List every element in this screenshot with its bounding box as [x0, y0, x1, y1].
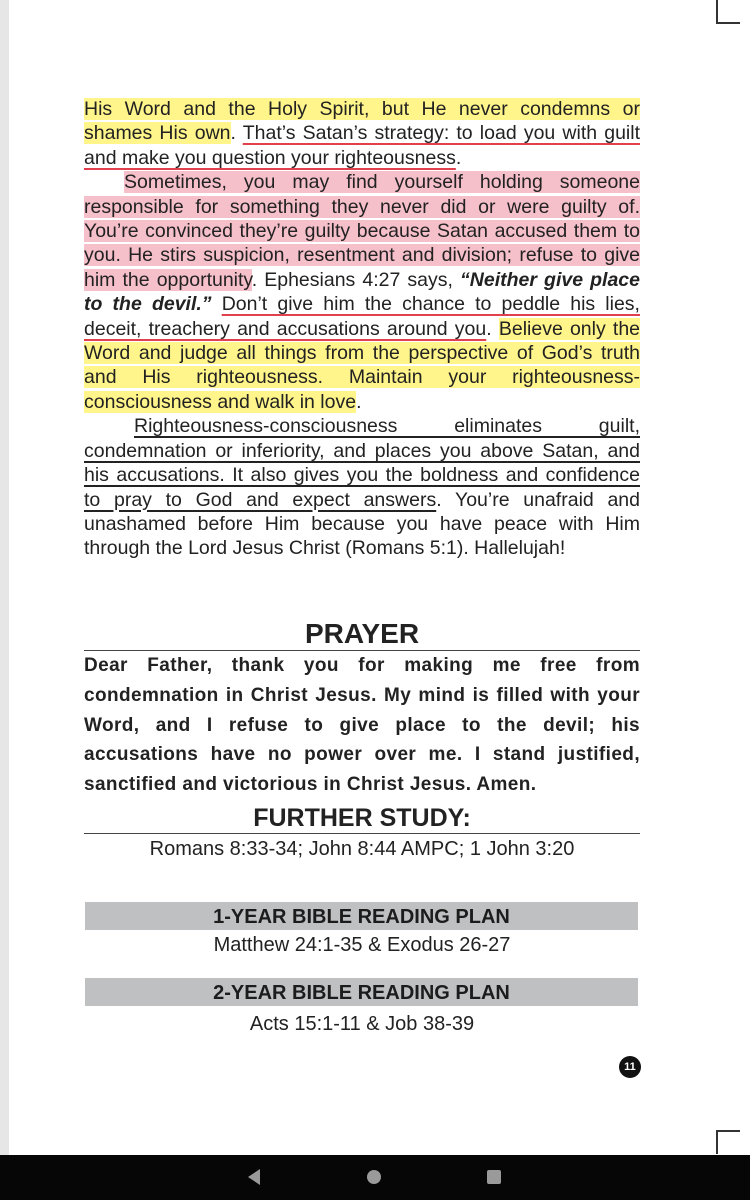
- highlight-pink: Sometimes, you may find yourself holding someone responsible for something they never did or were guilty of. You’re convinced they’re guilty because Satan accused them to you. He stirs suspicion, resentment and division; refuse to give him the opportunity: [84, 171, 640, 291]
- recent-apps-icon[interactable]: [487, 1170, 501, 1184]
- text-run: .: [455, 146, 462, 169]
- highlight-yellow: Believe only the Word and judge all things from the perspective of God’s truth and His righteousness. Maintain your righteousness-consciousness and walk in love: [84, 317, 641, 413]
- crop-mark-bottom-icon: [716, 1130, 740, 1154]
- home-icon[interactable]: [367, 1170, 381, 1184]
- further-study-text: Romans 8:33-34; John 8:44 AMPC; 1 John 3:20: [149, 838, 575, 860]
- further-study-heading: FURTHER STUDY:: [84, 803, 640, 834]
- text-run: . Ephesians 4:27 says,: [251, 268, 461, 291]
- text-run: . You’re unafraid and unashamed before Him because you have peace with Him through the Lord Jesus Christ (Romans 5:1). Hallelujah!: [84, 488, 640, 560]
- underline-red: That’s Satan’s strategy: to load you with guilt and make you question your righteousness: [84, 122, 640, 169]
- underline-black: Righteousness-consciousness eliminates guilt, condemnation or inferiority, and places you above Satan, and his accusations. It also gives you the boldness and confidence to pray to God and expect answers: [84, 415, 640, 511]
- two-year-plan-heading: 2-YEAR BIBLE READING PLAN: [85, 978, 638, 1006]
- prayer-heading: PRAYER: [84, 618, 640, 651]
- text-run: .: [230, 122, 243, 145]
- two-year-plan-text: Acts 15:1-11 & Job 38-39: [249, 1013, 475, 1035]
- page-side-margin: [0, 0, 9, 1155]
- scripture-quote: “Neither give place to the devil.”: [84, 268, 640, 316]
- crop-mark-top-icon: [716, 0, 740, 24]
- back-icon[interactable]: [248, 1169, 260, 1185]
- underline-red: Don’t give him the chance to peddle his lies, deceit, treachery and accusations around you: [84, 293, 640, 340]
- page-number: 11: [619, 1056, 641, 1078]
- paragraph-3: [84, 414, 640, 560]
- text-run: .: [486, 317, 499, 340]
- text-run: [212, 293, 222, 315]
- highlight-yellow: His Word and the Holy Spirit, but He never condemns or shames His own: [84, 98, 640, 145]
- devotional-body: [84, 97, 640, 561]
- prayer-text: Dear Father, thank you for making me free from condemnation in Christ Jesus. My mind is filled with your Word, and I refuse to give place to the devil; his accusations have no power over me. I stand justified, sanctified and victorious in Christ Jesus. Amen.: [84, 655, 640, 796]
- one-year-plan-heading: 1-YEAR BIBLE READING PLAN: [85, 902, 638, 930]
- paragraph-2: [84, 170, 640, 414]
- android-nav-bar: [0, 1155, 750, 1200]
- text-run: .: [356, 390, 362, 413]
- paragraph-1: [84, 97, 640, 170]
- one-year-plan-text: Matthew 24:1-35 & Exodus 26-27: [213, 934, 511, 956]
